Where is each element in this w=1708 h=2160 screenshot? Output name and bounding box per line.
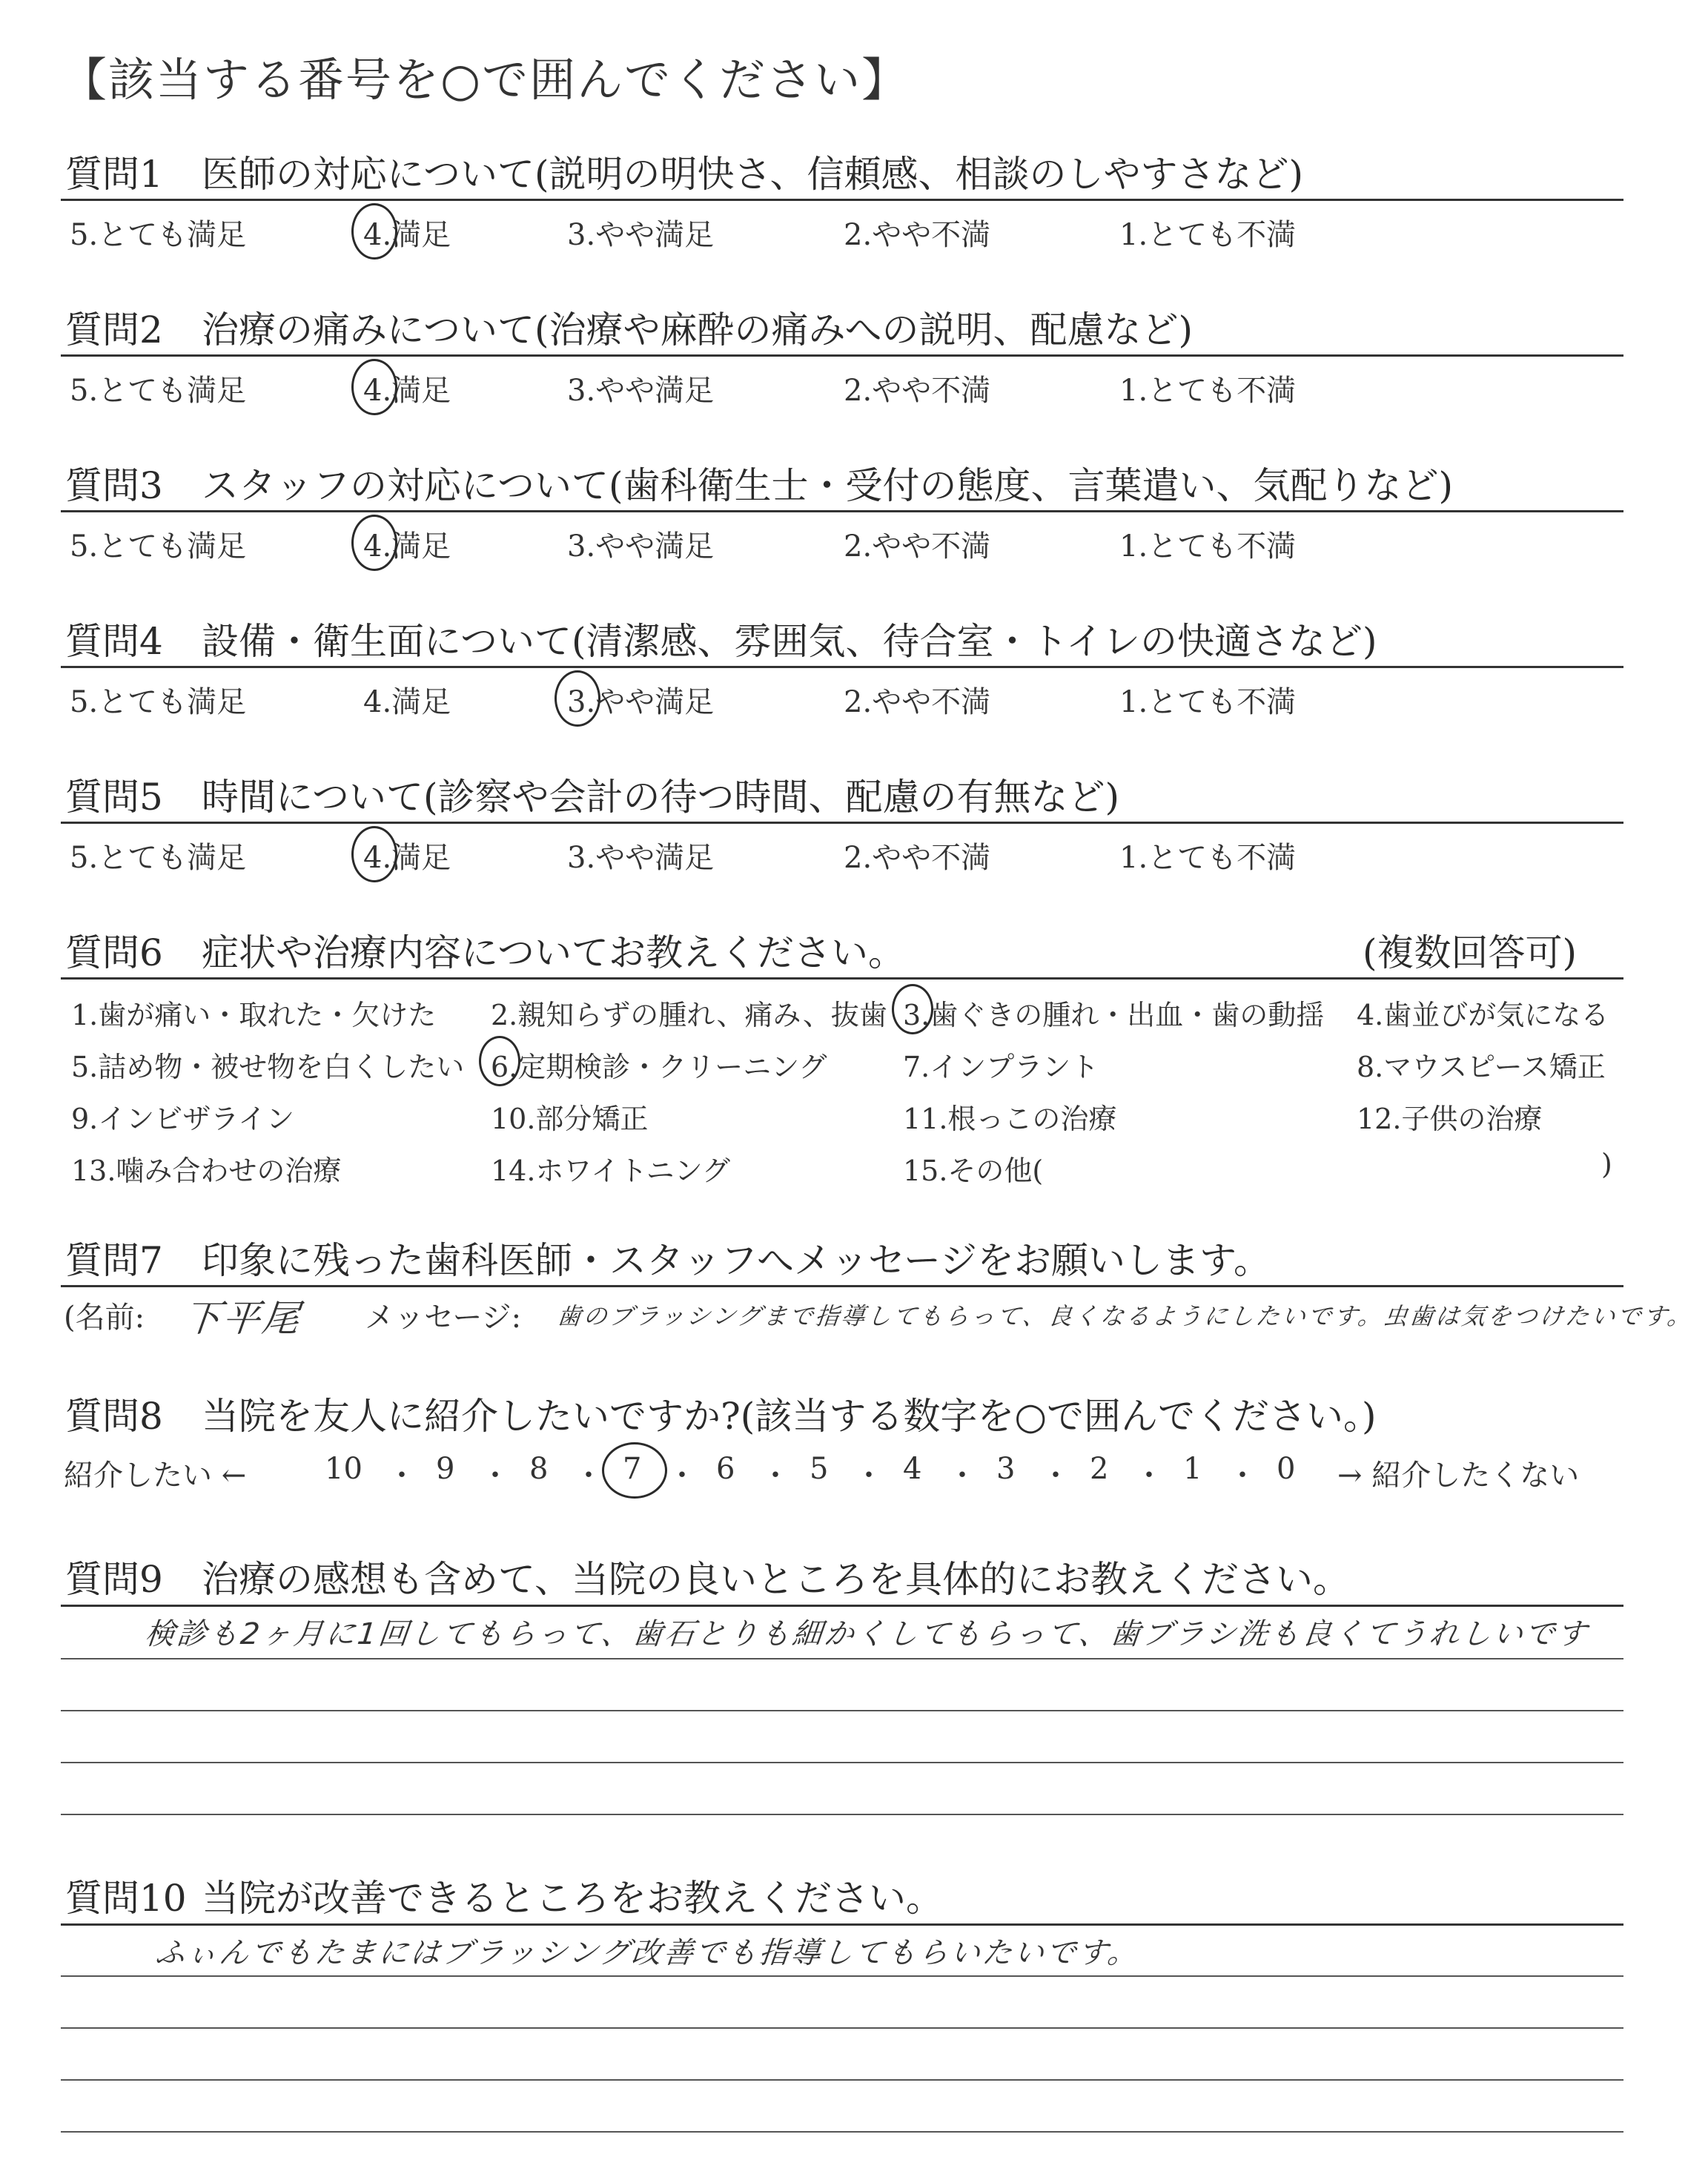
q3-option-3[interactable]: 3.やや満足 <box>567 529 715 564</box>
q8-scale-4[interactable]: 4 <box>903 1452 922 1486</box>
q6-selection-circle-6 <box>479 1036 520 1086</box>
q2-option-1[interactable]: 1.とても不満 <box>1119 374 1297 408</box>
q1-option-1[interactable]: 1.とても不満 <box>1119 218 1297 252</box>
q8-scale-5[interactable]: 5 <box>810 1452 829 1486</box>
q6-item-1[interactable]: 1.歯が痛い・取れた・欠けた <box>71 999 437 1031</box>
q8-sep: ・ <box>1134 1459 1164 1493</box>
q3-option-1[interactable]: 1.とても不満 <box>1119 529 1297 564</box>
q2-option-3[interactable]: 3.やや満足 <box>567 374 715 408</box>
q3-text: スタッフの対応について(歯科衛生士・受付の態度、言葉遣い、気配りなど) <box>202 464 1454 507</box>
q6-item-2[interactable]: 2.親知らずの腫れ、痛み、抜歯 <box>491 999 887 1031</box>
q1-selection-circle <box>351 203 397 260</box>
q3-option-2[interactable]: 2.やや不満 <box>844 529 991 564</box>
q10-label: 質問10 <box>65 1877 187 1920</box>
q8-right-label: → 紹介したくない <box>1337 1459 1580 1493</box>
q6-selection-circle-3 <box>892 984 933 1034</box>
q4-option-2[interactable]: 2.やや不満 <box>844 685 991 719</box>
q7-label: 質問7 <box>65 1239 163 1282</box>
q8-sep: ・ <box>387 1459 417 1493</box>
q6-item-8[interactable]: 8.マウスピース矯正 <box>1357 1051 1606 1083</box>
q6-item-13[interactable]: 13.噛み合わせの治療 <box>71 1155 342 1187</box>
q3-option-5[interactable]: 5.とても満足 <box>70 529 247 564</box>
q10-rule <box>61 1923 1623 1926</box>
q6-item-15[interactable]: 15.その他( <box>903 1155 1044 1187</box>
q5-option-4[interactable]: 4.満足 <box>363 841 451 875</box>
q8-scale-7[interactable]: 7 <box>623 1452 642 1486</box>
q1-rule <box>61 199 1623 201</box>
q1-option-2[interactable]: 2.やや不満 <box>844 218 991 252</box>
q6-note: (複数回答可) <box>1363 931 1578 974</box>
q10-answer-line-2 <box>61 2027 1623 2029</box>
q8-sep: ・ <box>947 1459 977 1493</box>
q8-scale-9[interactable]: 9 <box>436 1452 455 1486</box>
q5-option-2[interactable]: 2.やや不満 <box>844 841 991 875</box>
q8-scale-10[interactable]: 10 <box>325 1452 363 1486</box>
q5-text: 時間について(診察や会計の待つ時間、配慮の有無など) <box>202 776 1120 819</box>
q6-item-12[interactable]: 12.子供の治療 <box>1357 1103 1543 1135</box>
q1-text: 医師の対応について(説明の明快さ、信頼感、相談のしやすさなど) <box>202 153 1304 196</box>
q10-answer[interactable]: ふぃんでもたまにはブラッシング改善でも指導してもらいたいです。 <box>153 1936 1142 1970</box>
q8-text: 当院を友人に紹介したいですか?(該当する数字を○で囲んでください。) <box>202 1395 1377 1438</box>
q2-text: 治療の痛みについて(治療や麻酔の痛みへの説明、配慮など) <box>202 308 1194 351</box>
q9-label: 質問9 <box>65 1558 163 1601</box>
q9-text: 治療の感想も含めて、当院の良いところを具体的にお教えください。 <box>202 1558 1350 1601</box>
q7-name-value[interactable]: 下平尾 <box>181 1297 304 1340</box>
q6-item-5[interactable]: 5.詰め物・被せ物を白くしたい <box>71 1051 465 1083</box>
q8-sep: ・ <box>667 1459 697 1493</box>
q4-rule <box>61 666 1623 668</box>
q5-selection-circle <box>351 826 397 882</box>
q7-rule <box>61 1285 1623 1287</box>
q8-left-label: 紹介したい ← <box>64 1459 247 1493</box>
q4-option-4[interactable]: 4.満足 <box>363 685 451 719</box>
q1-option-5[interactable]: 5.とても満足 <box>70 218 247 252</box>
q8-sep: ・ <box>1041 1459 1070 1493</box>
q6-rule <box>61 977 1623 980</box>
q9-answer-line-1 <box>61 1658 1623 1659</box>
q2-rule <box>61 354 1623 357</box>
q9-answer-line-2 <box>61 1710 1623 1711</box>
q6-item-7[interactable]: 7.インプラント <box>903 1051 1099 1083</box>
q2-option-4[interactable]: 4.満足 <box>363 374 451 408</box>
q6-item-6[interactable]: 6.定期検診・クリーニング <box>491 1051 827 1083</box>
q10-answer-line-4 <box>61 2131 1623 2133</box>
q2-option-5[interactable]: 5.とても満足 <box>70 374 247 408</box>
q1-option-4[interactable]: 4.満足 <box>363 218 451 252</box>
q1-label: 質問1 <box>65 153 163 196</box>
q10-answer-line-1 <box>61 1975 1623 1977</box>
q2-selection-circle <box>351 359 397 415</box>
q6-item-10[interactable]: 10.部分矯正 <box>491 1103 649 1135</box>
q4-label: 質問4 <box>65 620 163 663</box>
q4-option-3[interactable]: 3.やや満足 <box>567 685 715 719</box>
q2-option-2[interactable]: 2.やや不満 <box>844 374 991 408</box>
q3-rule <box>61 510 1623 512</box>
q9-rule <box>61 1605 1623 1607</box>
q8-scale-2[interactable]: 2 <box>1090 1452 1109 1486</box>
q5-option-1[interactable]: 1.とても不満 <box>1119 841 1297 875</box>
q8-selection-circle <box>602 1442 667 1499</box>
q6-item-9[interactable]: 9.インビザライン <box>71 1103 295 1135</box>
q7-message-label: メッセージ: <box>365 1301 522 1335</box>
q6-item-4[interactable]: 4.歯並びが気になる <box>1357 999 1609 1031</box>
q7-name-label: (名前: <box>64 1301 145 1335</box>
q8-scale-8[interactable]: 8 <box>529 1452 549 1486</box>
q8-sep: ・ <box>761 1459 790 1493</box>
q4-option-1[interactable]: 1.とても不満 <box>1119 685 1297 719</box>
q6-label: 質問6 <box>65 931 163 974</box>
q8-sep: ・ <box>1228 1459 1257 1493</box>
q9-answer[interactable]: 検診も2ヶ月に1回してもらって、歯石とりも細かくしてもらって、歯ブラシ洗も良くてうれしいです <box>143 1617 1591 1651</box>
q10-text: 当院が改善できるところをお教えください。 <box>202 1877 943 1920</box>
q9-answer-line-3 <box>61 1762 1623 1763</box>
q8-sep: ・ <box>480 1459 510 1493</box>
q8-scale-6[interactable]: 6 <box>716 1452 735 1486</box>
q3-label: 質問3 <box>65 464 163 507</box>
q3-option-4[interactable]: 4.満足 <box>363 529 451 564</box>
q2-label: 質問2 <box>65 308 163 351</box>
q7-message-value[interactable]: 歯のブラッシングまで指導してもらって、良くなるようにしたいです。虫歯は気をつけたいです。 <box>555 1302 1695 1330</box>
q4-option-5[interactable]: 5.とても満足 <box>70 685 247 719</box>
q5-option-3[interactable]: 3.やや満足 <box>567 841 715 875</box>
q8-sep: ・ <box>574 1459 603 1493</box>
q6-item-11[interactable]: 11.根っこの治療 <box>903 1103 1117 1135</box>
q8-label: 質問8 <box>65 1395 163 1438</box>
q9-answer-line-4 <box>61 1814 1623 1815</box>
q4-selection-circle <box>555 670 600 727</box>
page-title: 【該当する番号を○で囲んでください】 <box>61 53 910 107</box>
q7-text: 印象に残った歯科医師・スタッフへメッセージをお願いします。 <box>202 1239 1271 1282</box>
q6-item-3[interactable]: 3.歯ぐきの腫れ・出血・歯の動揺 <box>903 999 1325 1031</box>
q8-scale-1[interactable]: 1 <box>1183 1452 1202 1486</box>
q5-option-5[interactable]: 5.とても満足 <box>70 841 247 875</box>
q8-sep: ・ <box>854 1459 884 1493</box>
q3-selection-circle <box>351 515 397 571</box>
q6-item-15-close: ) <box>1601 1148 1612 1180</box>
q8-scale-0[interactable]: 0 <box>1277 1452 1296 1486</box>
q6-text: 症状や治療内容についてお教えください。 <box>202 931 905 974</box>
q6-item-14[interactable]: 14.ホワイトニング <box>491 1155 731 1187</box>
q1-option-3[interactable]: 3.やや満足 <box>567 218 715 252</box>
q5-label: 質問5 <box>65 776 163 819</box>
q10-answer-line-3 <box>61 2079 1623 2081</box>
q5-rule <box>61 822 1623 824</box>
q4-text: 設備・衛生面について(清潔感、雰囲気、待合室・トイレの快適さなど) <box>202 620 1377 663</box>
q8-scale-3[interactable]: 3 <box>996 1452 1016 1486</box>
